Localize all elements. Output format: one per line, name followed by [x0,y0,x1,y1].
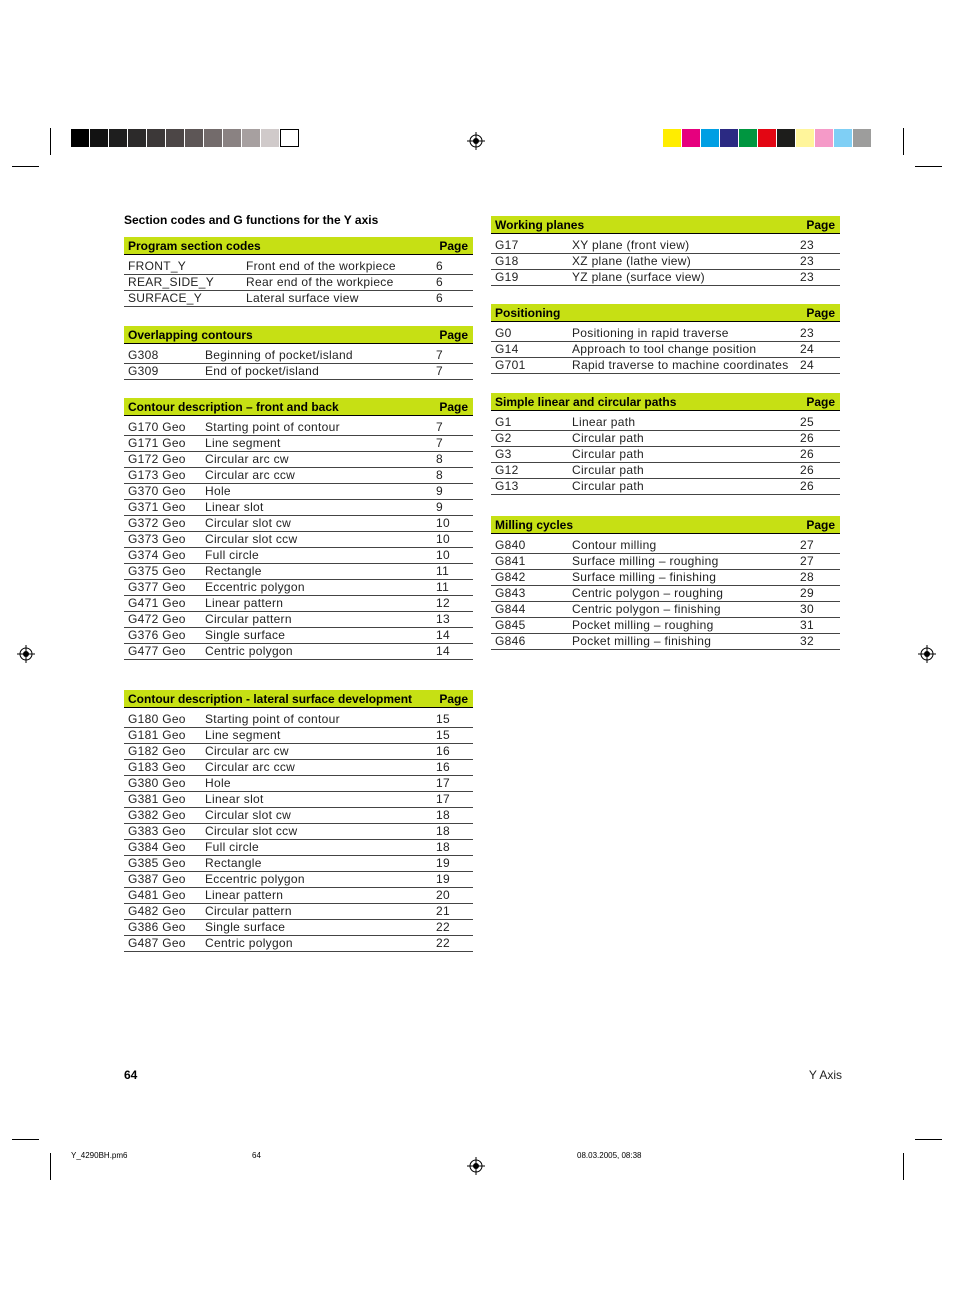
code-cell: G477 Geo [128,644,186,658]
table-row [491,358,840,374]
crop-mark [915,166,942,167]
table-row [124,612,473,628]
section-title: Working planes [495,217,585,232]
code-cell: G374 Geo [128,548,186,562]
calibration-swatch [261,129,280,147]
description-cell: Eccentric polygon [205,872,305,886]
table-row [124,420,473,436]
section-table [491,216,840,286]
code-cell: G701 [495,358,526,372]
description-cell: Rectangle [205,564,262,578]
description-cell: Surface milling – finishing [572,570,717,584]
page-column-header: Page [806,217,835,232]
calibration-swatch [185,129,204,147]
table-row [491,447,840,463]
crop-mark [915,1139,942,1140]
code-cell: G386 Geo [128,920,186,934]
crop-mark [12,166,39,167]
description-cell: Circular pattern [205,904,292,918]
table-row [124,644,473,660]
page-cell: 19 [436,856,450,870]
description-cell: Front end of the workpiece [246,259,396,273]
table-row [124,856,473,872]
section-table [491,393,840,495]
page-cell: 9 [436,484,443,498]
code-cell: G387 Geo [128,872,186,886]
description-cell: YZ plane (surface view) [572,270,705,284]
description-cell: Single surface [205,628,286,642]
table-row [491,270,840,286]
code-cell: SURFACE_Y [128,291,203,305]
calibration-swatch [71,129,90,147]
page-cell: 9 [436,500,443,514]
code-cell: FRONT_Y [128,259,187,273]
page-cell: 23 [800,238,814,252]
code-cell: G840 [495,538,526,552]
section-name: Y Axis [808,1068,842,1082]
section-title: Contour description - lateral surface development [128,691,413,706]
page-cell: 25 [800,415,814,429]
code-cell: G183 Geo [128,760,186,774]
code-cell: G1 [495,415,512,429]
page-cell: 14 [436,628,450,642]
section-header [491,216,840,234]
table-row [124,259,473,275]
slug-file: Y_4290BH.pm6 [71,1151,128,1160]
description-cell: Starting point of contour [205,420,340,434]
table-row [124,468,473,484]
description-cell: Circular arc ccw [205,468,296,482]
table-row [124,808,473,824]
table-row [491,554,840,570]
calibration-swatch [796,129,815,147]
code-cell: G0 [495,326,512,340]
calibration-swatch [815,129,834,147]
table-row [124,776,473,792]
section-title: Positioning [495,305,561,320]
calibration-swatch [90,129,109,147]
code-cell: REAR_SIDE_Y [128,275,214,289]
section-header [491,304,840,322]
page-cell: 23 [800,254,814,268]
page-cell: 16 [436,744,450,758]
description-cell: Linear slot [205,500,264,514]
description-cell: Starting point of contour [205,712,340,726]
code-cell: G375 Geo [128,564,186,578]
code-cell: G371 Geo [128,500,186,514]
code-cell: G376 Geo [128,628,186,642]
table-row [124,348,473,364]
page-cell: 19 [436,872,450,886]
page-cell: 18 [436,840,450,854]
table-row [124,728,473,744]
table-row [491,238,840,254]
code-cell: G482 Geo [128,904,186,918]
page-cell: 26 [800,463,814,477]
table-row [124,824,473,840]
description-cell: Rapid traverse to machine coordinates [572,358,789,372]
code-cell: G384 Geo [128,840,186,854]
page-cell: 15 [436,712,450,726]
calibration-swatch [147,129,166,147]
page-cell: 16 [436,760,450,774]
section-table [124,237,473,307]
table-row [491,254,840,270]
crop-mark [50,1153,51,1180]
page-cell: 6 [436,275,443,289]
table-row [491,602,840,618]
calibration-swatch [280,129,299,147]
code-cell: G14 [495,342,519,356]
code-cell: G383 Geo [128,824,186,838]
description-cell: Rectangle [205,856,262,870]
description-cell: Contour milling [572,538,657,552]
page-number: 64 [124,1068,138,1082]
registration-mark-icon [918,645,936,663]
description-cell: Circular path [572,447,644,461]
page-column-header: Page [806,305,835,320]
code-cell: G846 [495,634,526,648]
description-cell: Circular slot ccw [205,532,298,546]
page-cell: 10 [436,516,450,530]
description-cell: End of pocket/island [205,364,320,378]
table-row [124,500,473,516]
registration-mark-icon [467,1157,485,1175]
page-cell: 22 [436,920,450,934]
registration-mark-icon [467,132,485,150]
description-cell: Circular slot cw [205,516,292,530]
section-table [491,304,840,374]
page-cell: 28 [800,570,814,584]
description-cell: Line segment [205,728,281,742]
table-row [124,532,473,548]
page-cell: 7 [436,436,443,450]
table-row [491,570,840,586]
table-row [124,888,473,904]
page-cell: 10 [436,532,450,546]
code-cell: G381 Geo [128,792,186,806]
code-cell: G3 [495,447,512,461]
description-cell: Beginning of pocket/island [205,348,353,362]
table-row [491,634,840,650]
page-cell: 26 [800,479,814,493]
table-row [124,564,473,580]
calibration-swatch [758,129,777,147]
code-cell: G472 Geo [128,612,186,626]
page-cell: 27 [800,538,814,552]
calibration-swatch [720,129,739,147]
code-cell: G373 Geo [128,532,186,546]
page-column-header: Page [439,327,468,342]
description-cell: XZ plane (lathe view) [572,254,692,268]
table-row [491,538,840,554]
code-cell: G481 Geo [128,888,186,902]
page-column-header: Page [439,238,468,253]
page-cell: 23 [800,270,814,284]
code-cell: G173 Geo [128,468,186,482]
page-cell: 17 [436,792,450,806]
table-row [124,436,473,452]
table-row [124,580,473,596]
description-cell: Hole [205,776,231,790]
description-cell: Eccentric polygon [205,580,305,594]
page-cell: 23 [800,326,814,340]
code-cell: G487 Geo [128,936,186,950]
page-cell: 18 [436,808,450,822]
page-cell: 7 [436,420,443,434]
page-cell: 22 [436,936,450,950]
description-cell: Single surface [205,920,286,934]
section-title: Program section codes [128,238,261,253]
calibration-swatch [109,129,128,147]
section-title: Contour description – front and back [128,399,339,414]
calibration-swatch [739,129,758,147]
description-cell: Circular arc cw [205,744,289,758]
slug-page: 64 [252,1151,261,1160]
description-cell: Circular path [572,431,644,445]
code-cell: G12 [495,463,519,477]
description-cell: Centric polygon – roughing [572,586,724,600]
code-cell: G471 Geo [128,596,186,610]
calibration-swatch [853,129,872,147]
page-cell: 11 [436,564,450,578]
code-cell: G18 [495,254,519,268]
calibration-swatch [128,129,147,147]
page-cell: 7 [436,348,443,362]
description-cell: Circular slot cw [205,808,292,822]
section-header [491,393,840,411]
table-row [124,628,473,644]
section-table [124,690,473,952]
section-header [124,398,473,416]
description-cell: Circular pattern [205,612,292,626]
calibration-swatch [166,129,185,147]
page-cell: 8 [436,452,443,466]
description-cell: XY plane (front view) [572,238,690,252]
description-cell: Circular path [572,463,644,477]
table-row [491,415,840,431]
description-cell: Surface milling – roughing [572,554,719,568]
crop-mark [903,1153,904,1180]
description-cell: Rear end of the workpiece [246,275,394,289]
page-cell: 27 [800,554,814,568]
code-cell: G2 [495,431,512,445]
code-cell: G172 Geo [128,452,186,466]
page-cell: 26 [800,447,814,461]
page-column-header: Page [806,517,835,532]
description-cell: Linear slot [205,792,264,806]
page-cell: 20 [436,888,450,902]
description-cell: Pocket milling – finishing [572,634,712,648]
table-row [124,840,473,856]
calibration-swatch [682,129,701,147]
code-cell: G841 [495,554,526,568]
code-cell: G372 Geo [128,516,186,530]
table-row [124,792,473,808]
code-cell: G380 Geo [128,776,186,790]
description-cell: Centric polygon [205,936,293,950]
table-row [124,712,473,728]
table-row [124,744,473,760]
table-row [491,479,840,495]
code-cell: G385 Geo [128,856,186,870]
table-row [124,548,473,564]
code-cell: G170 Geo [128,420,186,434]
page-cell: 15 [436,728,450,742]
page-cell: 11 [436,580,450,594]
page-cell: 12 [436,596,450,610]
code-cell: G181 Geo [128,728,186,742]
page-cell: 32 [800,634,814,648]
description-cell: Linear path [572,415,636,429]
code-cell: G382 Geo [128,808,186,822]
table-row [491,618,840,634]
description-cell: Circular arc ccw [205,760,296,774]
table-row [124,291,473,307]
code-cell: G19 [495,270,519,284]
page-cell: 13 [436,612,450,626]
code-cell: G843 [495,586,526,600]
page-cell: 31 [800,618,814,632]
calibration-swatch [777,129,796,147]
table-row [124,904,473,920]
code-cell: G845 [495,618,526,632]
color-calibration-bar [663,129,872,147]
code-cell: G370 Geo [128,484,186,498]
description-cell: Lateral surface view [246,291,359,305]
description-cell: Line segment [205,436,281,450]
calibration-swatch [223,129,242,147]
table-row [124,364,473,380]
section-header [124,326,473,344]
description-cell: Linear pattern [205,596,284,610]
section-title: Simple linear and circular paths [495,394,677,409]
page-cell: 14 [436,644,450,658]
code-cell: G182 Geo [128,744,186,758]
grayscale-calibration-bar [71,129,299,147]
page-cell: 24 [800,358,814,372]
description-cell: Approach to tool change position [572,342,757,356]
crop-mark [903,128,904,155]
section-title: Milling cycles [495,517,574,532]
section-table [124,398,473,660]
code-cell: G377 Geo [128,580,186,594]
registration-mark-icon [17,645,35,663]
code-cell: G180 Geo [128,712,186,726]
description-cell: Circular slot ccw [205,824,298,838]
page-cell: 29 [800,586,814,600]
table-row [491,463,840,479]
crop-mark [50,128,51,155]
page-cell: 8 [436,468,443,482]
table-row [124,516,473,532]
description-cell: Pocket milling – roughing [572,618,714,632]
calibration-swatch [834,129,853,147]
description-cell: Linear pattern [205,888,284,902]
description-cell: Centric polygon [205,644,293,658]
section-header [491,516,840,534]
page-cell: 17 [436,776,450,790]
page-cell: 26 [800,431,814,445]
table-row [124,596,473,612]
description-cell: Centric polygon – finishing [572,602,721,616]
description-cell: Hole [205,484,231,498]
calibration-swatch [204,129,223,147]
document-title: Section codes and G functions for the Y axis [124,213,379,227]
calibration-swatch [242,129,261,147]
page-cell: 6 [436,259,443,273]
code-cell: G17 [495,238,519,252]
calibration-swatch [663,129,682,147]
code-cell: G171 Geo [128,436,186,450]
code-cell: G13 [495,479,519,493]
table-row [491,342,840,358]
section-table [491,516,840,650]
crop-mark [12,1139,39,1140]
page-cell: 24 [800,342,814,356]
section-title: Overlapping contours [128,327,253,342]
page-column-header: Page [439,691,468,706]
page-cell: 7 [436,364,443,378]
table-row [491,326,840,342]
table-row [491,431,840,447]
calibration-swatch [701,129,720,147]
code-cell: G308 [128,348,159,362]
page-cell: 6 [436,291,443,305]
table-row [124,936,473,952]
description-cell: Circular arc cw [205,452,289,466]
code-cell: G309 [128,364,159,378]
page-column-header: Page [806,394,835,409]
page-cell: 21 [436,904,450,918]
section-header [124,690,473,708]
page-cell: 10 [436,548,450,562]
code-cell: G842 [495,570,526,584]
slug-datetime: 08.03.2005, 08:38 [577,1151,642,1160]
table-row [491,586,840,602]
description-cell: Full circle [205,840,259,854]
table-row [124,872,473,888]
code-cell: G844 [495,602,526,616]
description-cell: Positioning in rapid traverse [572,326,729,340]
section-table [124,326,473,380]
description-cell: Full circle [205,548,259,562]
table-row [124,452,473,468]
table-row [124,275,473,291]
table-row [124,920,473,936]
page-column-header: Page [439,399,468,414]
page-cell: 30 [800,602,814,616]
section-header [124,237,473,255]
table-row [124,484,473,500]
page-cell: 18 [436,824,450,838]
description-cell: Circular path [572,479,644,493]
table-row [124,760,473,776]
